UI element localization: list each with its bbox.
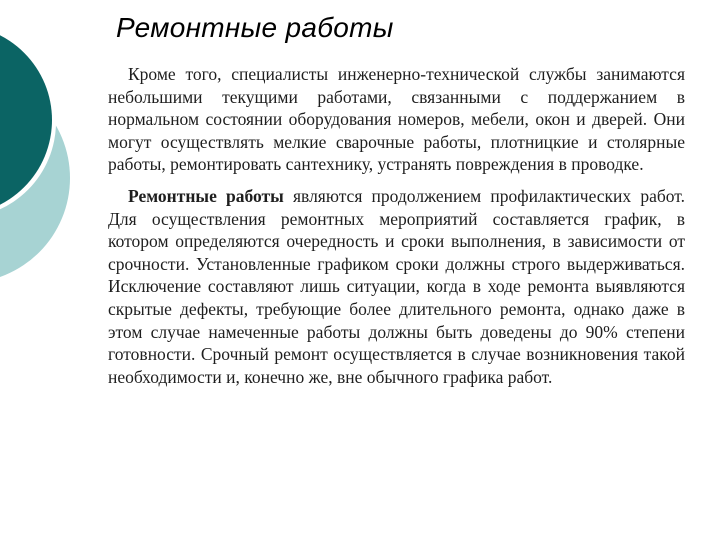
decorative-circles [0,0,120,300]
slide-title: Ремонтные работы [116,12,394,43]
paragraph-2-lead: Ремонтные работы [128,185,284,206]
paragraph-2 [108,185,685,388]
body-text [108,63,685,388]
paragraph-2-text: являются продолжением профилактических работ. Для осуществления ремонтных мероприятий составляется график, в котором определяются очередность и сроки выполнения, в зависимости от срочности. Установленные графиком сроки должны строго выдерживаться. Исключение составляют лишь ситуации, когда в ходе ремонта выявляются скрытые дефекты, требующие более длительного ремонта, однако даже в этом случае намеченные работы должны быть доведены до 90% степени готовности. Срочный ремонт осуществляется в случае возникновения такой необходимости и, конечно же, вне обычного графика работ. [108,185,685,387]
paragraph-1: Кроме того, специалисты инженерно-технической службы занимаются небольшими текущими работами, связанными с поддержанием в нормальном состоянии оборудования номеров, мебели, окон и дверей. Они могут осуществлять мелкие сварочные работы, плотницкие и столярные работы, ремонтировать сантехнику, устранять повреждения в проводке. [108,64,685,175]
